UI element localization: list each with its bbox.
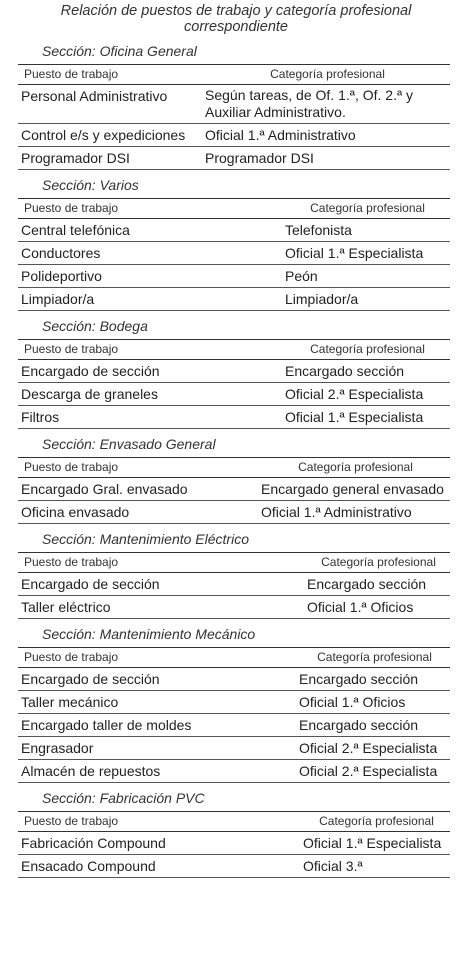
section-table (18, 647, 450, 783)
header-puesto: Puesto de trabajo (18, 340, 282, 360)
puesto-cell: Polideportivo (18, 265, 282, 288)
puesto-cell: Fabricación Compound (18, 832, 300, 855)
categoria-cell: Oficial 2.ª Especialista (296, 737, 450, 760)
table-row (18, 360, 450, 383)
header-puesto: Puesto de trabajo (18, 648, 296, 668)
puesto-cell: Engrasador (18, 737, 296, 760)
table-row (18, 737, 450, 760)
section-table (18, 552, 450, 619)
section-title: Sección: Bodega (42, 318, 148, 334)
puesto-cell: Personal Administrativo (18, 85, 202, 124)
table-row (18, 124, 450, 147)
categoria-cell: Oficial 1.ª Oficios (304, 596, 450, 619)
puesto-cell: Encargado de sección (18, 573, 304, 596)
table-row (18, 855, 450, 878)
table-row (18, 85, 450, 124)
categoria-cell: Peón (282, 265, 450, 288)
table-row (18, 147, 450, 170)
puesto-cell: Taller eléctrico (18, 596, 304, 619)
table-row (18, 760, 450, 783)
puesto-cell: Taller mecánico (18, 691, 296, 714)
section-table (18, 339, 450, 429)
table-header-row (18, 648, 450, 668)
table-header-row (18, 199, 450, 219)
table-header-row (18, 458, 450, 478)
table-row (18, 501, 450, 524)
puesto-cell: Ensacado Compound (18, 855, 300, 878)
puesto-cell: Central telefónica (18, 219, 282, 242)
header-puesto: Puesto de trabajo (18, 199, 282, 219)
section-table (18, 198, 450, 311)
table-header-row (18, 340, 450, 360)
header-categoria: Categoría profesional (282, 199, 450, 219)
header-categoria: Categoría profesional (304, 553, 450, 573)
table-row (18, 242, 450, 265)
table-row (18, 219, 450, 242)
table-row (18, 383, 450, 406)
categoria-cell: Limpiador/a (282, 288, 450, 311)
header-categoria: Categoría profesional (202, 65, 450, 85)
table-header-row (18, 65, 450, 85)
categoria-cell: Encargado sección (296, 668, 450, 691)
header-puesto: Puesto de trabajo (18, 812, 300, 832)
categoria-cell: Encargado sección (296, 714, 450, 737)
section-title: Sección: Varios (42, 177, 139, 193)
section-title: Sección: Mantenimiento Eléctrico (42, 531, 249, 547)
categoria-cell: Oficial 1.ª Especialista (300, 832, 450, 855)
table-row (18, 596, 450, 619)
section-table (18, 811, 450, 878)
document-title (0, 0, 472, 35)
table-row (18, 406, 450, 429)
categoria-cell: Oficial 2.ª Especialista (296, 760, 450, 783)
title-line-1: Relación de puestos de trabajo y categoría profesional (60, 3, 412, 19)
table-row (18, 668, 450, 691)
categoria-cell: Oficial 2.ª Especialista (282, 383, 450, 406)
header-categoria: Categoría profesional (282, 340, 450, 360)
categoria-cell: Encargado sección (304, 573, 450, 596)
categoria-cell: Encargado sección (282, 360, 450, 383)
puesto-cell: Encargado de sección (18, 668, 296, 691)
puesto-cell: Conductores (18, 242, 282, 265)
table-row (18, 573, 450, 596)
categoria-cell: Según tareas, de Of. 1.ª, Of. 2.ª y Auxiliar Administrativo. (202, 85, 450, 124)
header-categoria: Categoría profesional (258, 458, 450, 478)
categoria-cell: Oficial 1.ª Administrativo (258, 501, 450, 524)
categoria-cell: Oficial 1.ª Especialista (282, 406, 450, 429)
table-row (18, 265, 450, 288)
puesto-cell: Encargado Gral. envasado (18, 478, 258, 501)
section-title: Sección: Fabricación PVC (42, 790, 205, 806)
header-categoria: Categoría profesional (300, 812, 450, 832)
puesto-cell: Programador DSI (18, 147, 202, 170)
section-table (18, 457, 450, 524)
categoria-cell: Oficial 1.ª Administrativo (202, 124, 450, 147)
puesto-cell: Control e/s y expediciones (18, 124, 202, 147)
puesto-cell: Oficina envasado (18, 501, 258, 524)
table-row (18, 478, 450, 501)
puesto-cell: Almacén de repuestos (18, 760, 296, 783)
title-line-2: correspondiente (184, 19, 288, 35)
table-header-row (18, 812, 450, 832)
categoria-cell: Programador DSI (202, 147, 450, 170)
puesto-cell: Encargado taller de moldes (18, 714, 296, 737)
puesto-cell: Descarga de graneles (18, 383, 282, 406)
categoria-cell: Oficial 1.ª Especialista (282, 242, 450, 265)
table-row (18, 714, 450, 737)
categoria-cell: Telefonista (282, 219, 450, 242)
header-categoria: Categoría profesional (296, 648, 450, 668)
header-puesto: Puesto de trabajo (18, 65, 202, 85)
puesto-cell: Filtros (18, 406, 282, 429)
table-row (18, 832, 450, 855)
categoria-cell: Oficial 1.ª Oficios (296, 691, 450, 714)
sections-container (0, 42, 472, 878)
table-row (18, 288, 450, 311)
puesto-cell: Encargado de sección (18, 360, 282, 383)
section-title: Sección: Oficina General (42, 43, 197, 59)
section-title: Sección: Envasado General (42, 436, 216, 452)
section-table (18, 64, 450, 170)
header-puesto: Puesto de trabajo (18, 553, 304, 573)
section-title: Sección: Mantenimiento Mecánico (42, 626, 256, 642)
categoria-cell: Encargado general envasado (258, 478, 450, 501)
puesto-cell: Limpiador/a (18, 288, 282, 311)
header-puesto: Puesto de trabajo (18, 458, 258, 478)
table-row (18, 691, 450, 714)
table-header-row (18, 553, 450, 573)
categoria-cell: Oficial 3.ª (300, 855, 450, 878)
